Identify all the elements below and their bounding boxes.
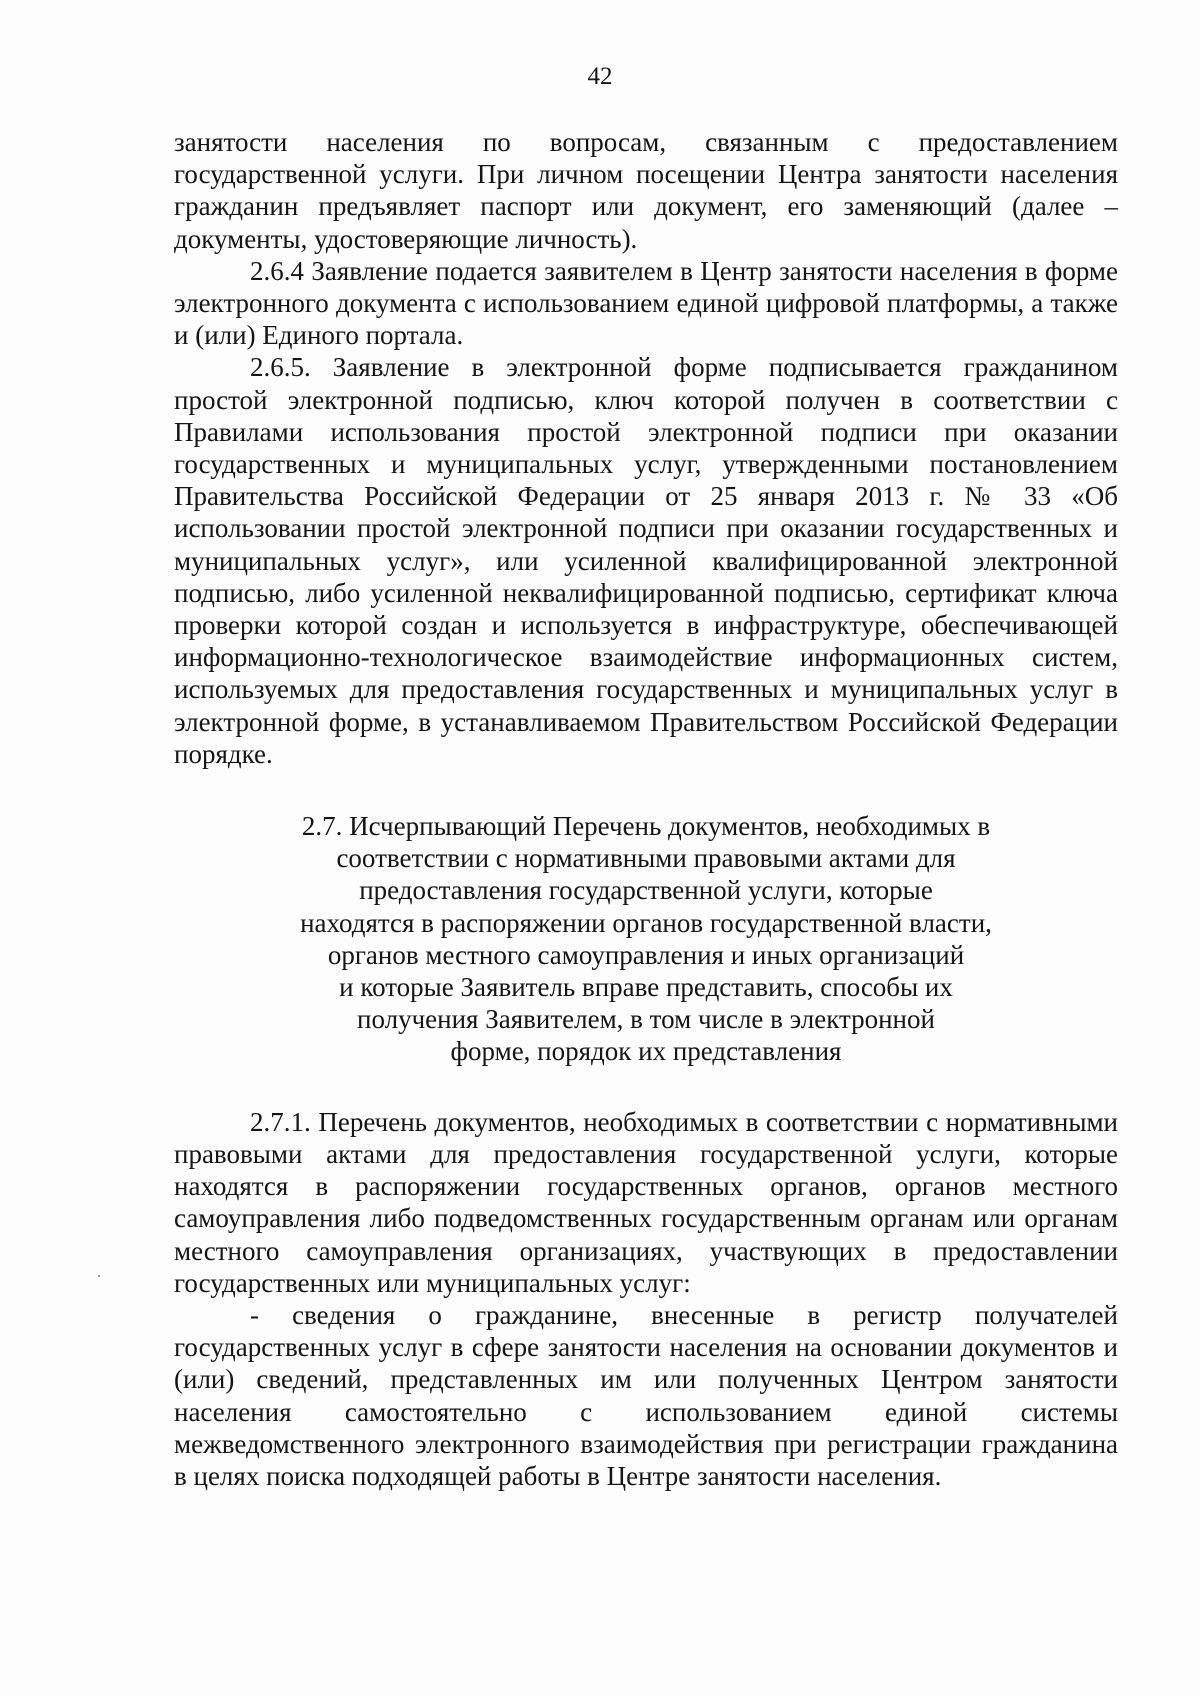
heading-line: 2.7. Исчерпывающий Перечень документов, необходимых в — [301, 811, 991, 842]
paragraph-2-6-5: 2.6.5. Заявление в электронной форме подписывается гражданином простой электронной подписью, ключ которой получен в соответствии с Правилами использования простой электронной подписи при оказании государственных и муниципальных услуг, утвержденными постановлением Правительства Российской Федерации от 25 января 2013 г. № 33 «Об использовании простой электронной подписи при оказании государственных и муниципальных услуг», или усиленной квалифицированной электронной подписью, либо усиленной неквалифицированной подписью, сертификат ключа проверки которой создан и используется в инфраструктуре, обеспечивающей информационно-технологическое взаимодействие информационных систем, используемых для предоставления государственных и муниципальных услуг в электронной форме, в устанавливаемом Правительством Российской Федерации порядке. — [174, 352, 1118, 769]
heading-line: получения Заявителем, в том числе в электронной — [357, 1004, 935, 1035]
paragraph-2-6-4: 2.6.4 Заявление подается заявителем в Центр занятости населения в форме электронного документа с использованием единой цифровой платформы, а также и (или) Единого портала. — [174, 255, 1118, 351]
list-item-citizen-info: - сведения о гражданине, внесенные в регистр получателей государственных услуг в сфере занятости населения на основании документов и (или) сведений, представленных им или полученных Центром занятости населения самостоятельно с использованием единой системы межведомственного электронного взаимодействия при регистрации гражданина в целях поиска подходящей работы в Центре занятости населения. — [174, 1299, 1118, 1491]
heading-line: форме, порядок их представления — [450, 1036, 842, 1067]
section-heading-2-7 — [266, 810, 1026, 1068]
paragraph-continuation: занятости населения по вопросам, связанным с предоставлением государственной услуги. При личном посещении Центра занятости населения гражданин предъявляет паспорт или документ, его заменяющий (далее – документы, удостоверяющие личность). — [174, 127, 1118, 254]
heading-line: соответствии с нормативными правовыми актами для — [336, 843, 956, 874]
scan-dot-mark — [98, 1275, 100, 1277]
paragraph-2-7-1: 2.7.1. Перечень документов, необходимых в соответствии с нормативными правовыми актами для предоставления государственной услуги, которые находятся в распоряжении государственных органов, органов местного самоуправления либо подведомственных государственным органам или органам местного самоуправления организациях, участвующих в предоставлении государственных или муниципальных услуг: — [174, 1106, 1118, 1298]
document-body — [174, 126, 1118, 1492]
heading-line: находятся в распоряжении органов государственной власти, — [300, 907, 992, 938]
heading-line: предоставления государственной услуги, которые — [359, 875, 933, 906]
page-number: 42 — [587, 63, 613, 90]
heading-line: и которые Заявитель вправе представить, способы их — [339, 972, 953, 1003]
heading-line: органов местного самоуправления и иных организаций — [327, 939, 965, 970]
